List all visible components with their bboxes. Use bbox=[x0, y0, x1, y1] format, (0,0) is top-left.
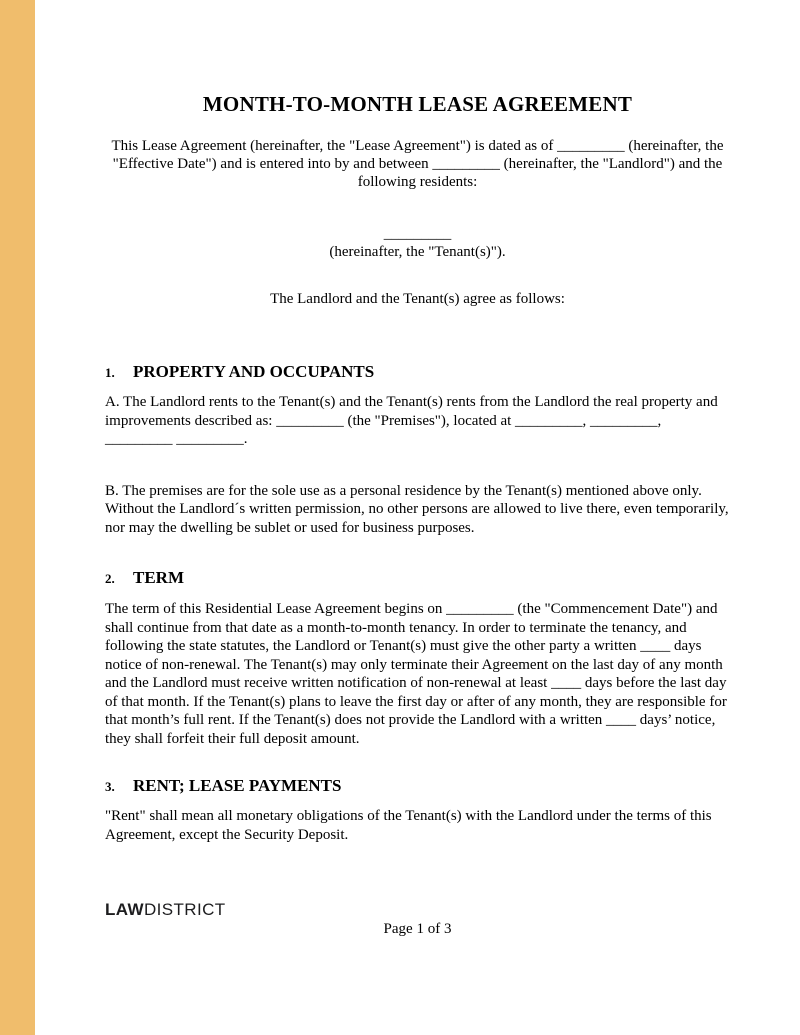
tenant-caption: (hereinafter, the "Tenant(s)"). bbox=[329, 244, 506, 260]
section-rent-lease-payments bbox=[105, 775, 730, 844]
section-2-heading bbox=[105, 567, 730, 590]
section-1-number: 1. bbox=[105, 365, 115, 380]
accent-stripe bbox=[0, 0, 35, 1035]
section-property-and-occupants bbox=[105, 361, 730, 537]
section-1-paragraph-b: B. The premises are for the sole use as a personal residence by the Tenant(s) mentioned above only. Without the Landlord´s written permission, no other persons are allowed to live there, even temporarily, nor may the dwelling be sublet or used for business purposes. bbox=[105, 482, 729, 536]
tenant-name-block bbox=[105, 225, 730, 261]
lawdistrict-logo bbox=[105, 900, 226, 920]
document-title: MONTH-TO-MONTH LEASE AGREEMENT bbox=[202, 92, 633, 116]
intro-paragraph: This Lease Agreement (hereinafter, the "Lease Agreement") is dated as of _________ (hereinafter, the "Effective Date") and is entered into by and between _________ (hereinafter, the "Landlord") and the following residents: bbox=[111, 138, 724, 190]
section-3-heading bbox=[105, 775, 730, 798]
section-1-heading-text: PROPERTY AND OCCUPANTS bbox=[133, 362, 375, 381]
section-3-number: 3. bbox=[105, 779, 115, 794]
section-3-paragraph: "Rent" shall mean all monetary obligations of the Tenant(s) with the Landlord under the terms of this Agreement, except the Security Deposit. bbox=[105, 808, 712, 843]
logo-text-regular: DISTRICT bbox=[143, 900, 226, 919]
logo-text-bold: LAW bbox=[105, 900, 144, 919]
section-2-heading-text: TERM bbox=[133, 568, 184, 587]
section-1-heading bbox=[105, 361, 730, 384]
section-2-number: 2. bbox=[105, 571, 115, 586]
section-1-paragraph-a: A. The Landlord rents to the Tenant(s) and the Tenant(s) rents from the Landlord the real property and improvements described as: _________ (the "Premises"), located at _________, _________, _________ _________. bbox=[105, 394, 718, 447]
document-content bbox=[105, 0, 730, 844]
section-2-paragraph: The term of this Residential Lease Agreement begins on _________ (the "Commencement Date") and shall continue from that date as a month-to-month tenancy. In order to terminate the tenancy, and following the state statutes, the Landlord or Tenant(s) must give the other party a written ____ days notice of non-renewal. The Tenant(s) may only terminate their Agreement on the last day of any month and the Landlord must receive written notification of non-renewal at least ____ days before the last day of that month. If the Tenant(s) plans to leave the first day or after of any month, they are responsible for that month’s full rent. If the Tenant(s) does not provide the Landlord with a written ____ days’ notice, they shall forfeit their full deposit amount. bbox=[105, 601, 727, 747]
agreement-lead-in: The Landlord and the Tenant(s) agree as follows: bbox=[270, 291, 565, 307]
tenant-name-blank: _________ bbox=[383, 226, 452, 242]
section-3-heading-text: RENT; LEASE PAYMENTS bbox=[133, 776, 342, 795]
page-number-indicator: Page 1 of 3 bbox=[383, 921, 452, 937]
section-term bbox=[105, 567, 730, 748]
